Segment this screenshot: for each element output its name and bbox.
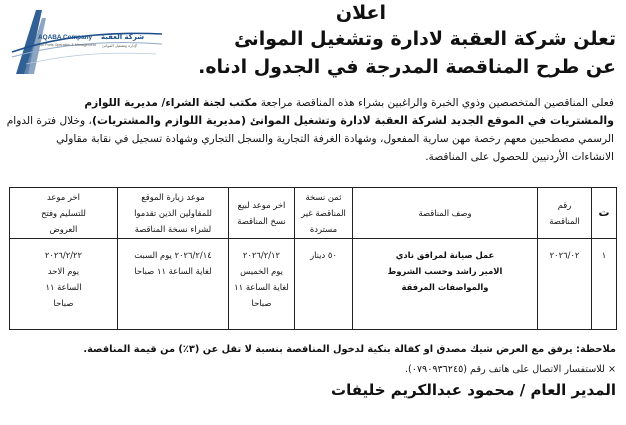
header-text: مستردة: [309, 224, 338, 234]
header-description: [353, 188, 538, 239]
logo-subtitle-en: for Ports Operation & Management: [40, 43, 96, 47]
company-logo: [6, 4, 164, 80]
cell-price: [295, 239, 353, 330]
cell-description: [353, 239, 538, 330]
logo-name-ar: شركة العقبة: [101, 33, 145, 41]
header-text: ثمن نسخة: [305, 192, 342, 202]
logo-subtitle-ar: لإدارة وتشغيل الموانئ: [102, 43, 137, 48]
announcement-title: اعلان: [335, 2, 386, 24]
cell-text: لغاية الساعة ١١ صباحا: [134, 266, 212, 276]
header-text: المناقصة: [549, 216, 580, 226]
signature: المدير العام / محمود عبدالكريم خليفات: [331, 381, 616, 399]
table-header-row: [10, 188, 617, 239]
header-text: للتسليم وفتح: [41, 208, 86, 218]
cell-text: يوم الخميس: [240, 266, 283, 276]
cell-text: عمل صيانة لمرافق نادي: [395, 250, 495, 260]
cell-text: ٥٠ دينار: [310, 250, 337, 260]
intro-line-2-bold: والمشتريات في الموقع الجديد لشركة العقبة لادارة وتشغيل الموانئ (مديرية اللوازم والمشتريات): [91, 114, 614, 127]
logo-name-en: AQABA Company: [38, 34, 93, 41]
intro-line-2: [8, 112, 614, 130]
headline-line-2: عن طرح المناقصة المدرجة في الجدول ادناه.: [198, 56, 616, 78]
cell-text: ٢٠٢٦/٢/٢٢: [44, 250, 83, 260]
header-text: رقم: [557, 200, 572, 210]
header-site-visit: [118, 188, 229, 239]
header-text: العروض: [49, 224, 78, 234]
table-row: [10, 239, 617, 330]
header-price: [295, 188, 353, 239]
note-contact: × للاستفسار الاتصال على هاتف رقم (٠٧٩٠٩٣٦٢٤٥).: [404, 364, 616, 375]
cell-site-visit: [118, 239, 229, 330]
header-text: اخر موعد لبيع: [237, 200, 286, 210]
cell-num: [592, 239, 617, 330]
intro-line-4: الانشاءات الأردنيين للحصول على المناقصة.: [425, 151, 614, 163]
intro-line-1-bold: مكتب لجنة الشراء/ مديرية اللوازم: [84, 97, 258, 109]
intro-line-1-text: فعلى المناقصين المتخصصين وذوي الخبرة والراغبين بشراء هذه المناقصة مراجعة: [260, 97, 614, 109]
cell-text: ٢٠٢٦/٠٢: [549, 250, 580, 260]
cell-last-buy: [229, 239, 295, 330]
header-last-submit: [10, 188, 118, 239]
header-num-text: ت: [598, 206, 610, 219]
cell-text: ٢٠٢٦/٢/١٤ يوم السبت: [134, 250, 212, 260]
header-text: اخر موعد: [47, 192, 80, 202]
cell-text: الساعة ١١: [45, 282, 82, 292]
headline-line-1: تعلن شركة العقبة لادارة وتشغيل الموانئ: [234, 28, 616, 50]
header-text: نسخ المناقصة: [237, 216, 286, 226]
cell-text: لغاية الساعة ١١: [234, 282, 289, 292]
header-text: وصف المناقصة: [418, 208, 472, 218]
header-text: المناقصة غير: [301, 208, 346, 218]
cell-last-submit: [10, 239, 118, 330]
header-text: لشراء نسخة المناقصة: [134, 224, 212, 234]
intro-line-3: الرسمي مصطحبين معهم رخصة مهن سارية المفعول، وشهادة الغرفة التجارية والسجل التجاري وشهادة تسجيل في نقابة مقاولي: [56, 133, 614, 145]
header-text: للمقاولين الذين تقدموا: [134, 208, 212, 218]
cell-text: الامير راشد وحسب الشروط: [387, 266, 503, 276]
note-guarantee: ملاحظة: يرفق مع العرض شيك مصدق او كفالة بنكية لدخول المناقصة بنسبة لا تقل عن (٣٪) من قيمة المناقصة.: [83, 344, 616, 355]
cell-text: ٢٠٢٦/٢/١٢: [242, 250, 281, 260]
header-last-buy: [229, 188, 295, 239]
tender-table: [9, 187, 617, 330]
cell-text: يوم الاحد: [47, 266, 80, 276]
logo-emblem-icon: [6, 4, 164, 80]
intro-line-1: [8, 94, 614, 112]
header-tender-no: [538, 188, 592, 239]
header-num: [592, 188, 617, 239]
cell-text: ١: [601, 250, 607, 260]
intro-line-2-tail: ، وخلال فترة الدوام: [6, 115, 92, 127]
header-text: موعد زيارة الموقع: [141, 192, 205, 202]
cell-text: والمواصفات المرفقة: [401, 282, 489, 292]
cell-text: صباحا: [53, 298, 74, 308]
cell-text: صباحا: [251, 298, 272, 308]
cell-tender-no: [538, 239, 592, 330]
